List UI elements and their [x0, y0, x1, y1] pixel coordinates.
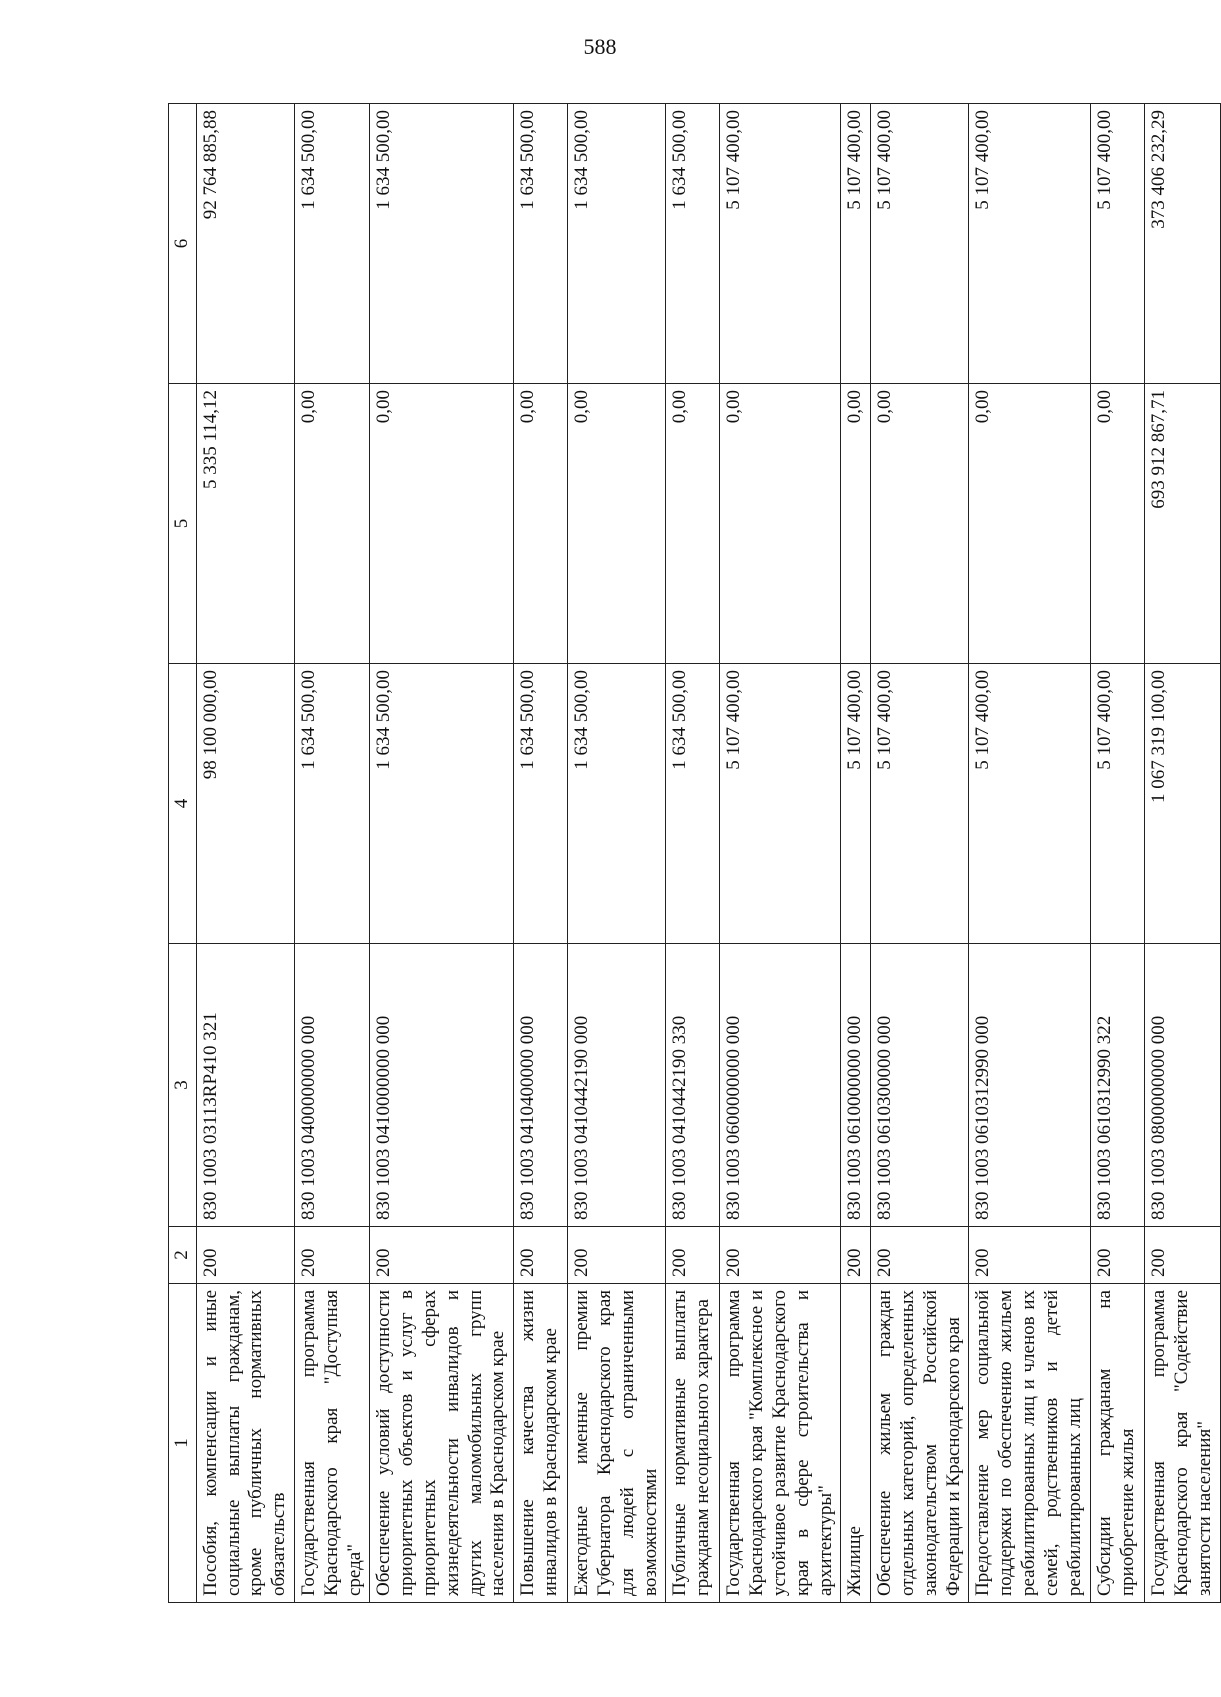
- header-col-1: 1: [169, 1284, 197, 1603]
- cell-col4: 5 107 400,00: [1091, 664, 1145, 944]
- cell-code: 200: [871, 1227, 969, 1284]
- table-row: [196, 104, 294, 1603]
- cell-kbk: 830 1003 0410000000 000: [370, 944, 514, 1227]
- cell-col6: 5 107 400,00: [720, 104, 841, 384]
- cell-kbk: 830 1003 0410442190 330: [666, 944, 720, 1227]
- cell-col6: 92 764 885,88: [196, 104, 294, 384]
- cell-col6: 1 634 500,00: [568, 104, 666, 384]
- table-header-row: [169, 104, 197, 1603]
- cell-col4: 1 067 319 100,00: [1145, 664, 1221, 944]
- table-row: [871, 104, 969, 1603]
- cell-kbk: 830 1003 0410442190 000: [568, 944, 666, 1227]
- cell-kbk: 830 1003 0410400000 000: [514, 944, 568, 1227]
- cell-code: 200: [514, 1227, 568, 1284]
- cell-col6: 1 634 500,00: [666, 104, 720, 384]
- cell-col6: 1 634 500,00: [370, 104, 514, 384]
- table-row: [514, 104, 568, 1603]
- cell-name: Публичные нормативные выплаты гражданам несоциального характера: [666, 1284, 720, 1603]
- table-row: [720, 104, 841, 1603]
- cell-code: 200: [370, 1227, 514, 1284]
- cell-col4: 5 107 400,00: [841, 664, 871, 944]
- cell-col4: 1 634 500,00: [370, 664, 514, 944]
- cell-kbk: 830 1003 0400000000 000: [294, 944, 369, 1227]
- cell-code: 200: [1145, 1227, 1221, 1284]
- cell-code: 200: [720, 1227, 841, 1284]
- cell-code: 200: [568, 1227, 666, 1284]
- cell-kbk: 830 1003 0800000000 000: [1145, 944, 1221, 1227]
- budget-table: [168, 103, 1221, 1603]
- cell-name: Пособия, компенсации и иные социальные выплаты гражданам, кроме публичных нормативных обязательств: [196, 1284, 294, 1603]
- table-row: [969, 104, 1091, 1603]
- cell-name: Государственная программа Краснодарского края "Доступная среда": [294, 1284, 369, 1603]
- cell-kbk: 830 1003 0600000000 000: [720, 944, 841, 1227]
- cell-col5: 0,00: [841, 384, 871, 664]
- cell-col5: 0,00: [370, 384, 514, 664]
- cell-kbk: 830 1003 0610312990 000: [969, 944, 1091, 1227]
- table-row: [1091, 104, 1145, 1603]
- table-frame: [168, 104, 1215, 1603]
- cell-col4: 5 107 400,00: [720, 664, 841, 944]
- cell-col5: 0,00: [1091, 384, 1145, 664]
- table-row: [666, 104, 720, 1603]
- cell-col5: 0,00: [514, 384, 568, 664]
- cell-col6: 373 406 232,29: [1145, 104, 1221, 384]
- cell-code: 200: [294, 1227, 369, 1284]
- header-col-2: 2: [169, 1227, 197, 1284]
- cell-col4: 1 634 500,00: [294, 664, 369, 944]
- cell-name: Государственная программа Краснодарского края "Содействие занятости населения": [1145, 1284, 1221, 1603]
- header-col-3: 3: [169, 944, 197, 1227]
- table-row: [841, 104, 871, 1603]
- cell-col5: 0,00: [969, 384, 1091, 664]
- cell-code: 200: [841, 1227, 871, 1284]
- cell-kbk: 830 1003 0610312990 322: [1091, 944, 1145, 1227]
- table-row: [294, 104, 369, 1603]
- table-row: [568, 104, 666, 1603]
- cell-name: Обеспечение жильем граждан отдельных категорий, определенных законодательством Российской Федерации и Краснодарского края: [871, 1284, 969, 1603]
- table-row: [370, 104, 514, 1603]
- cell-col6: 5 107 400,00: [969, 104, 1091, 384]
- cell-code: 200: [196, 1227, 294, 1284]
- cell-col4: 1 634 500,00: [568, 664, 666, 944]
- cell-col5: 0,00: [568, 384, 666, 664]
- cell-col4: 98 100 000,00: [196, 664, 294, 944]
- cell-col5: 0,00: [871, 384, 969, 664]
- cell-col4: 5 107 400,00: [871, 664, 969, 944]
- header-col-6: 6: [169, 104, 197, 384]
- cell-col5: 0,00: [294, 384, 369, 664]
- cell-col5: 0,00: [720, 384, 841, 664]
- cell-col5: 5 335 114,12: [196, 384, 294, 664]
- header-col-5: 5: [169, 384, 197, 664]
- cell-code: 200: [969, 1227, 1091, 1284]
- cell-kbk: 830 1003 0610300000 000: [871, 944, 969, 1227]
- rotated-table-container: [168, 104, 1215, 1603]
- cell-name: Жилище: [841, 1284, 871, 1603]
- cell-col6: 1 634 500,00: [294, 104, 369, 384]
- cell-name: Предоставление мер социальной поддержки по обеспечению жильем реабилитированных лиц и членов их семей, родственников и детей реабилитированных лиц: [969, 1284, 1091, 1603]
- cell-name: Повышение качества жизни инвалидов в Краснодарском крае: [514, 1284, 568, 1603]
- cell-col6: 5 107 400,00: [871, 104, 969, 384]
- cell-col4: 5 107 400,00: [969, 664, 1091, 944]
- cell-kbk: 830 1003 0610000000 000: [841, 944, 871, 1227]
- cell-kbk: 830 1003 03113RP410 321: [196, 944, 294, 1227]
- cell-col4: 1 634 500,00: [514, 664, 568, 944]
- cell-name: Обеспечение условий доступности приоритетных объектов и услуг в приоритетных сферах жизнедеятельности инвалидов и других маломобильных групп населения в Краснодарском крае: [370, 1284, 514, 1603]
- table-row: [1145, 104, 1221, 1603]
- cell-col5: 0,00: [666, 384, 720, 664]
- cell-code: 200: [1091, 1227, 1145, 1284]
- cell-name: Государственная программа Краснодарского края "Комплексное и устойчивое развитие Краснодарского края в сфере строительства и архитектуры": [720, 1284, 841, 1603]
- cell-name: Субсидии гражданам на приобретение жилья: [1091, 1284, 1145, 1603]
- cell-name: Ежегодные именные премии Губернатора Краснодарского края для людей с ограниченными возможностями: [568, 1284, 666, 1603]
- cell-col5: 693 912 867,71: [1145, 384, 1221, 664]
- cell-col6: 1 634 500,00: [514, 104, 568, 384]
- cell-col4: 1 634 500,00: [666, 664, 720, 944]
- cell-col6: 5 107 400,00: [841, 104, 871, 384]
- cell-code: 200: [666, 1227, 720, 1284]
- cell-col6: 5 107 400,00: [1091, 104, 1145, 384]
- page-number: 588: [583, 34, 617, 59]
- header-col-4: 4: [169, 664, 197, 944]
